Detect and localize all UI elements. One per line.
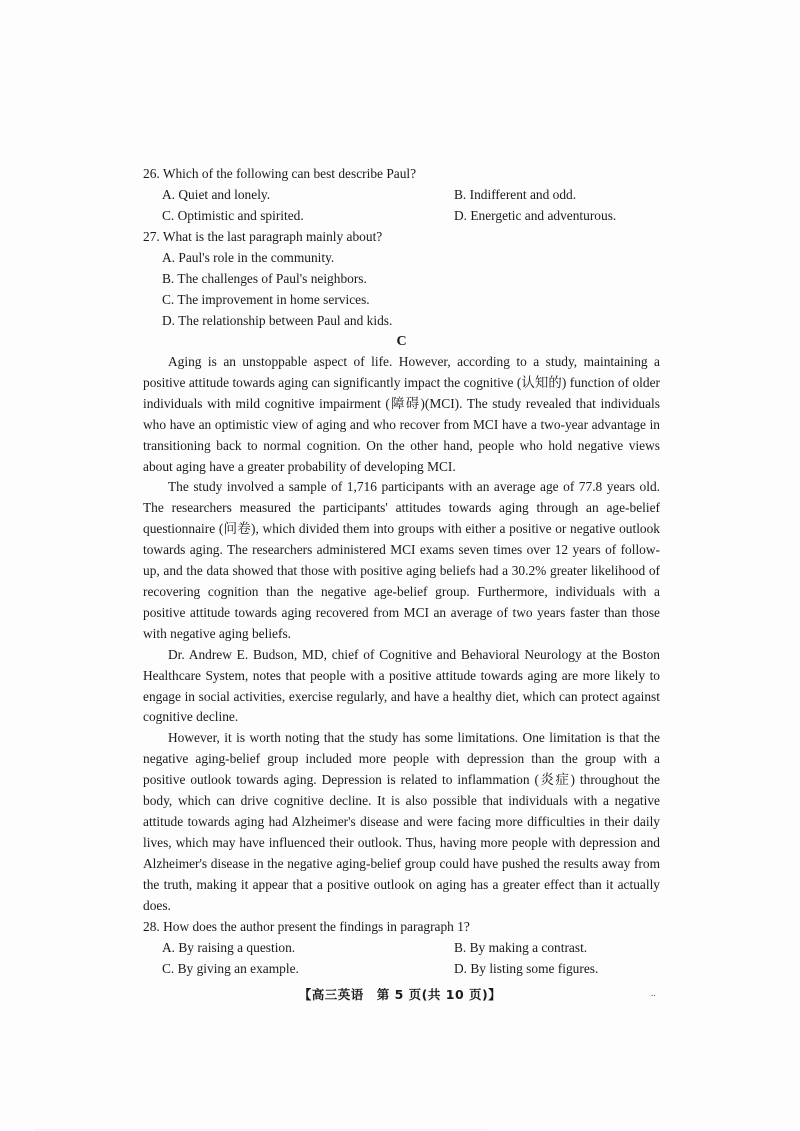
passage-paragraph-1: Aging is an unstoppable aspect of life. However, according to a study, maintaining a positive attitude towards aging can significantly impact the cognitive (认知的) function of older individuals with mild cognitive impairment (障碍)(MCI). The study revealed that individuals who have an optimistic view of aging and who recover from MCI have a two-year advantage in transitioning back to normal cognition. On the other hand, people who hold negative views about aging have a greater probability of developing MCI. <box>143 354 660 474</box>
question-stem: 26. Which of the following can best describe Paul? <box>143 166 417 181</box>
passage-c <box>143 331 660 916</box>
option-c: C. The improvement in home services. <box>162 292 370 307</box>
question-27 <box>143 226 660 331</box>
passage-paragraph-2: The study involved a sample of 1,716 participants with an average age of 77.8 years old. The researchers measured the participants' attitudes towards aging through an age-belief questionnaire (问卷), which divided them into groups with either a positive or negative outlook towards aging. The researchers administered MCI exams seven times over 12 years of follow-up, and the data showed that those with positive aging beliefs had a 30.2% greater likelihood of recovering cognition than the negative age-belief group. Furthermore, individuals with a positive attitude towards aging recovered from MCI an average of two years faster than those with negative aging beliefs. <box>143 479 660 641</box>
exam-page-content <box>143 163 660 979</box>
options-list <box>143 247 660 331</box>
question-stem: 28. How does the author present the findings in paragraph 1? <box>143 919 470 935</box>
scan-mark: .. <box>651 988 656 998</box>
options-grid <box>143 184 660 226</box>
question-26 <box>143 163 660 226</box>
scan-edge-divider <box>34 1129 487 1130</box>
options-grid <box>143 937 660 979</box>
option-b: B. By making a contrast. <box>454 940 588 956</box>
section-heading: C <box>396 334 407 349</box>
option-d: D. By listing some figures. <box>454 961 599 977</box>
option-a: A. By raising a question. <box>162 940 296 956</box>
page-footer: 【高三英语 第 5 页(共 10 页)】 <box>298 987 502 1002</box>
option-b: B. The challenges of Paul's neighbors. <box>162 271 367 286</box>
option-c: C. Optimistic and spirited. <box>162 208 304 223</box>
option-a: A. Quiet and lonely. <box>162 187 271 202</box>
passage-paragraph-4: However, it is worth noting that the study has some limitations. One limitation is that the negative aging-belief group included more people with depression than the group with a positive outlook towards aging. Depression is related to inflammation (炎症) throughout the body, which can drive cognitive decline. It is also possible that individuals with a negative attitude towards aging had Alzheimer's disease and were facing more difficulties in their daily lives, which may have influenced their outlook. Thus, having more people with depression and Alzheimer's disease in the negative aging-belief group could have pushed the results away from the truth, making it appear that a positive outlook on aging has a greater effect than it actually does. <box>143 730 660 913</box>
option-b: B. Indifferent and odd. <box>454 187 577 202</box>
question-stem: 27. What is the last paragraph mainly about? <box>143 229 383 244</box>
passage-paragraph-3: Dr. Andrew E. Budson, MD, chief of Cognitive and Behavioral Neurology at the Boston Healthcare System, notes that people with a positive attitude towards aging are more likely to engage in social activities, exercise regularly, and have a healthy diet, which can protect against cognitive decline. <box>143 646 660 725</box>
question-28 <box>143 916 660 979</box>
option-d: D. The relationship between Paul and kids. <box>162 313 393 328</box>
option-d: D. Energetic and adventurous. <box>454 208 617 223</box>
option-a: A. Paul's role in the community. <box>162 250 335 265</box>
option-c: C. By giving an example. <box>162 961 299 977</box>
